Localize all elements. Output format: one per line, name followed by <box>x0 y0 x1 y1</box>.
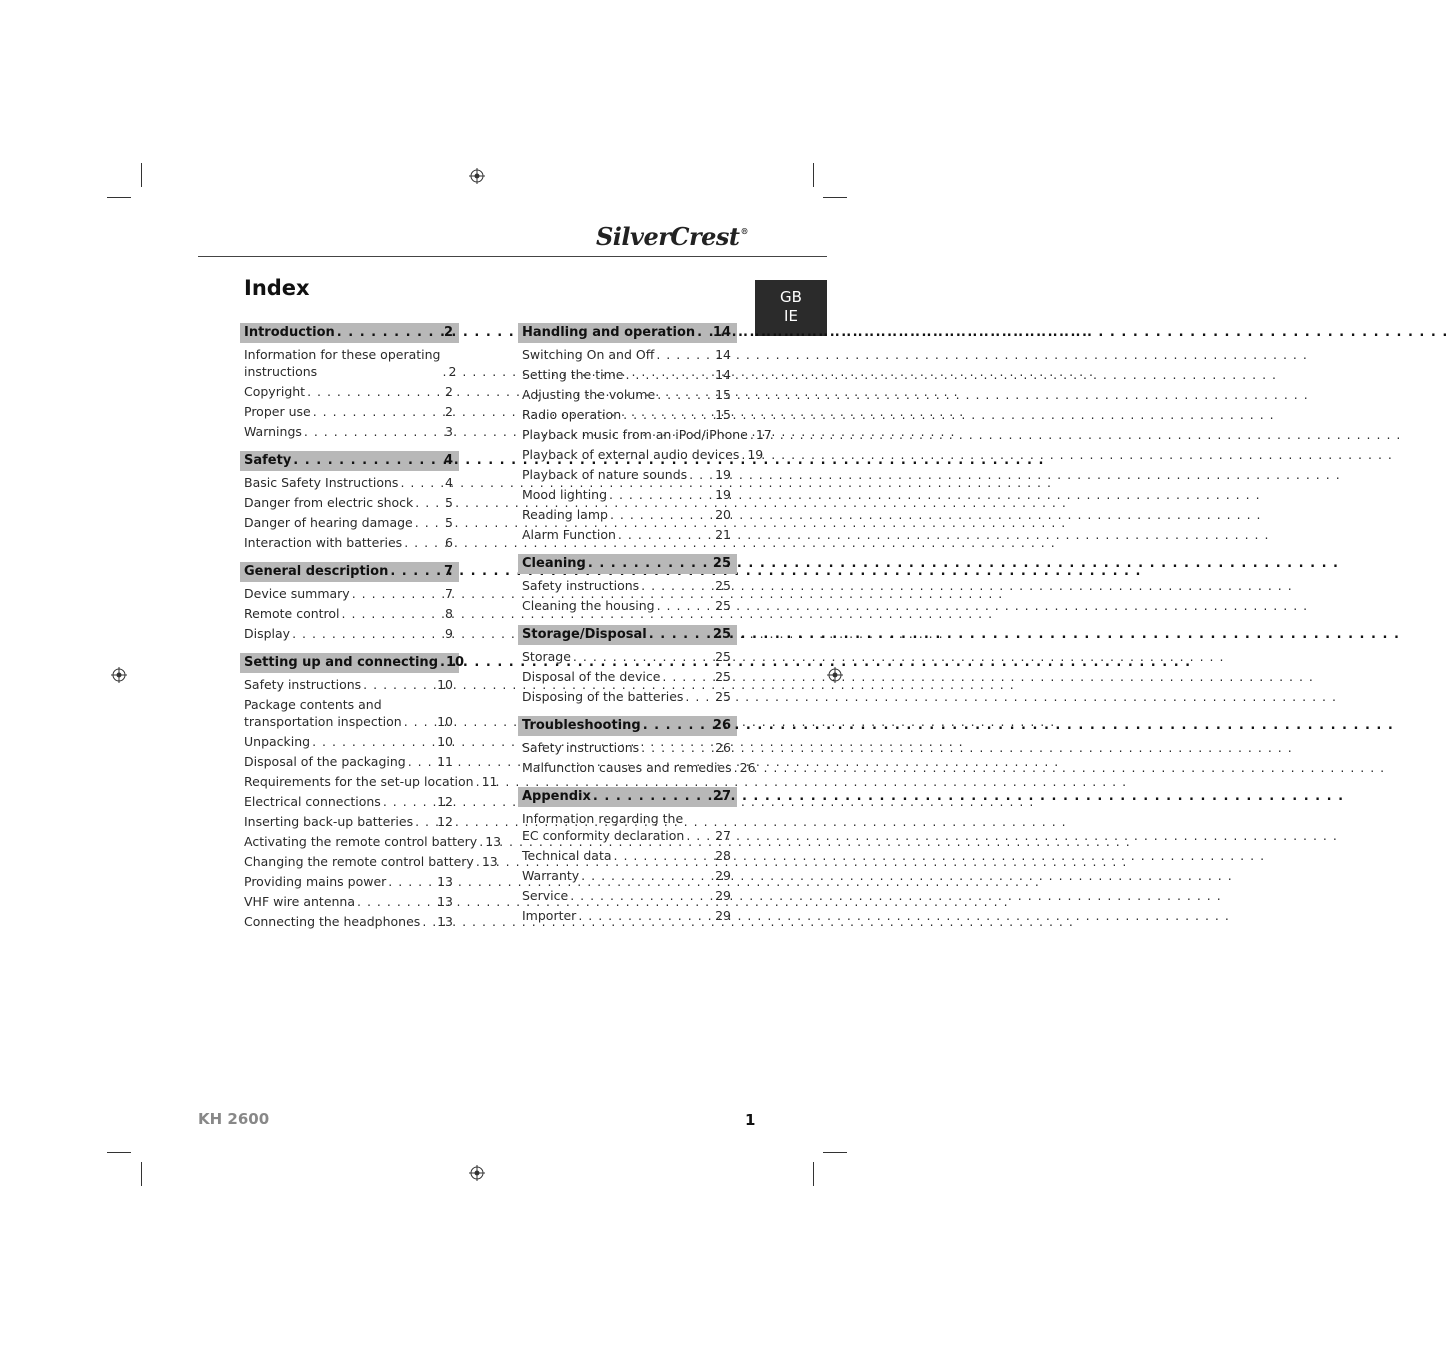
toc-section <box>240 653 502 932</box>
toc-entry[interactable] <box>240 832 502 852</box>
toc-entry-label: Device summary <box>244 586 350 601</box>
toc-entry[interactable] <box>240 422 459 442</box>
leader-dots <box>390 562 442 582</box>
leader-dots <box>570 887 713 904</box>
toc-entry-label: Service <box>522 888 569 903</box>
toc-heading-page: 25 <box>712 556 731 571</box>
toc-entry-label: Basic Safety Instructions <box>244 475 399 490</box>
toc-entry-page: 17 <box>755 427 772 442</box>
leader-dots <box>610 506 713 523</box>
toc-heading-label: Appendix <box>522 789 591 804</box>
toc-entry-label: Disposal of the device <box>522 669 661 684</box>
toc-entry-page: 14 <box>715 367 731 382</box>
toc-heading-page: 10 <box>446 655 465 670</box>
toc-entry[interactable] <box>518 866 737 886</box>
toc-entry-page: 10 <box>437 734 453 749</box>
toc-section-heading[interactable] <box>240 323 459 343</box>
toc-section-heading[interactable] <box>240 562 459 582</box>
toc-heading-label: General description <box>244 564 389 579</box>
toc-entry[interactable] <box>518 505 737 525</box>
toc-section-heading[interactable] <box>240 451 459 471</box>
toc-entry[interactable] <box>240 892 459 912</box>
toc-heading-page: 7 <box>443 564 453 579</box>
toc-entry-label: Changing the remote control battery <box>244 854 474 869</box>
leader-dots <box>588 554 711 574</box>
toc-entry[interactable] <box>518 647 737 667</box>
toc-entry-page: 19 <box>747 447 764 462</box>
leader-dots <box>734 759 738 776</box>
leader-dots <box>363 676 435 693</box>
toc-entry-page: 28 <box>715 848 731 863</box>
toc-entry-label: Technical data <box>522 848 612 863</box>
leader-dots <box>408 753 435 770</box>
leader-dots <box>357 893 435 910</box>
toc-heading-label: Troubleshooting <box>522 718 641 733</box>
toc-entry-page: 5 <box>445 495 453 510</box>
leader-dots <box>292 625 443 642</box>
toc-left-column <box>240 323 502 941</box>
toc-entry-label: VHF wire antenna <box>244 894 356 909</box>
toc-entry-label: Safety instructions <box>522 578 640 593</box>
leader-dots <box>342 605 444 622</box>
toc-entry-page: 12 <box>437 814 453 829</box>
toc-entry-label: Information regarding the EC conformity declaration <box>522 811 685 843</box>
leader-dots <box>662 668 713 685</box>
toc-entry[interactable] <box>240 402 459 422</box>
leader-dots <box>337 323 442 343</box>
toc-entry[interactable] <box>240 493 459 513</box>
toc-entry-label: Display <box>244 626 291 641</box>
header-rule <box>198 256 827 257</box>
toc-section <box>518 323 772 545</box>
toc-entry[interactable] <box>240 604 459 624</box>
registration-mark-icon <box>469 1165 485 1181</box>
brand-logo: SilverCrest® <box>595 222 748 251</box>
toc-entry-label: Importer <box>522 908 577 923</box>
toc-entry[interactable] <box>518 365 737 385</box>
toc-entry-label: Alarm Function <box>522 527 616 542</box>
toc-entry[interactable] <box>518 345 737 365</box>
registration-mark-icon <box>469 168 485 184</box>
toc-entry-page: 15 <box>715 407 731 422</box>
toc-entry-page: 10 <box>437 714 453 729</box>
model-number: KH 2600 <box>198 1110 270 1128</box>
toc-heading-label: Setting up and connecting <box>244 655 438 670</box>
toc-entry-label: Setting the time <box>522 367 624 382</box>
toc-entry[interactable] <box>240 772 498 792</box>
leader-dots <box>625 366 713 383</box>
leader-dots <box>312 733 435 750</box>
leader-dots <box>593 787 711 807</box>
toc-entry-label: Adjusting the volume <box>522 387 656 402</box>
toc-entry[interactable] <box>518 425 772 445</box>
crop-mark <box>823 1152 847 1153</box>
toc-entry[interactable] <box>240 912 459 932</box>
toc-entry-page: 29 <box>715 888 731 903</box>
toc-entry[interactable] <box>518 758 756 778</box>
toc-entry-label: Warnings <box>244 424 302 439</box>
leader-dots <box>614 847 714 864</box>
toc-entry-label: Danger of hearing damage <box>244 515 413 530</box>
leader-dots <box>415 514 443 531</box>
toc-entry[interactable] <box>518 405 737 425</box>
toc-entry-page: 2 <box>448 364 457 379</box>
toc-heading-page: 27 <box>712 789 731 804</box>
toc-entry-label: Storage <box>522 649 571 664</box>
toc-right-column <box>518 323 772 935</box>
leader-dots <box>609 486 713 503</box>
toc-entry-page: 13 <box>437 874 453 889</box>
page-title: Index <box>244 276 310 300</box>
toc-heading-label: Safety <box>244 453 292 468</box>
crop-mark <box>813 163 814 187</box>
leader-dots <box>657 386 713 403</box>
crop-mark <box>813 1162 814 1186</box>
toc-entry[interactable] <box>240 473 459 493</box>
toc-entry-page: 7 <box>445 586 453 601</box>
leader-dots <box>649 625 711 645</box>
language-code: GB <box>780 288 802 306</box>
toc-section-heading[interactable] <box>518 716 737 736</box>
leader-dots <box>383 793 435 810</box>
toc-entry-label: Playback of nature sounds <box>522 467 688 482</box>
toc-entry[interactable] <box>240 732 459 752</box>
toc-entry-label: Reading lamp <box>522 507 608 522</box>
toc-section-heading[interactable] <box>518 554 737 574</box>
toc-entry-label: Safety instructions <box>522 740 640 755</box>
toc-entry-label: Copyright <box>244 384 306 399</box>
toc-entry[interactable] <box>518 596 737 616</box>
toc-entry-page: 14 <box>715 347 731 362</box>
toc-section <box>240 562 459 644</box>
toc-section <box>518 625 737 707</box>
leader-dots <box>479 833 483 850</box>
toc-entry[interactable] <box>518 906 737 926</box>
toc-heading-label: Introduction <box>244 325 335 340</box>
leader-dots <box>404 534 443 551</box>
leader-dots <box>641 739 713 756</box>
toc-entry-label: Package contents and transportation inspection <box>244 697 402 729</box>
toc-entry[interactable] <box>240 584 459 604</box>
toc-entry-page: 10 <box>437 677 453 692</box>
leader-dots <box>573 648 713 665</box>
toc-entry-page: 29 <box>715 868 731 883</box>
leader-dots <box>689 466 713 483</box>
toc-entry[interactable] <box>518 846 737 866</box>
toc-entry-label: Playback of external audio devices <box>522 447 740 462</box>
toc-entry-page: 13 <box>481 854 498 869</box>
toc-entry-page: 11 <box>481 774 498 789</box>
toc-entry-page: 3 <box>445 424 453 439</box>
leader-dots <box>697 323 711 343</box>
toc-entry-label: Providing mains power <box>244 874 387 889</box>
toc-entry[interactable] <box>240 812 459 832</box>
toc-entry-label: Requirements for the set-up location <box>244 774 474 789</box>
leader-dots <box>293 451 442 471</box>
leader-dots <box>442 363 446 380</box>
toc-entry-label: Switching On and Off <box>522 347 655 362</box>
toc-entry-page: 20 <box>715 507 731 522</box>
toc-entry[interactable] <box>240 624 459 644</box>
registration-mark-icon <box>111 667 127 683</box>
toc-entry[interactable] <box>240 752 459 772</box>
toc-entry[interactable] <box>518 525 737 545</box>
toc-heading-label: Cleaning <box>522 556 586 571</box>
toc-entry[interactable] <box>518 667 737 687</box>
toc-entry-page: 21 <box>715 527 731 542</box>
leader-dots <box>643 716 711 736</box>
toc-entry[interactable] <box>240 872 459 892</box>
leader-dots <box>352 585 443 602</box>
toc-entry-label: Inserting back-up batteries <box>244 814 414 829</box>
toc-entry-page: 15 <box>715 387 731 402</box>
toc-entry-page: 13 <box>437 894 453 909</box>
toc-entry[interactable] <box>518 576 737 596</box>
toc-entry-label: Mood lighting <box>522 487 608 502</box>
leader-dots <box>686 827 713 844</box>
toc-section-heading[interactable] <box>518 323 737 343</box>
toc-section <box>240 323 459 442</box>
toc-entry[interactable] <box>518 445 764 465</box>
leader-dots <box>685 688 713 705</box>
toc-entry-label: Proper use <box>244 404 311 419</box>
toc-entry-page: 26 <box>739 760 756 775</box>
toc-heading-page: 26 <box>712 718 731 733</box>
page-number: 1 <box>745 1111 756 1129</box>
toc-section <box>518 554 737 616</box>
language-code: IE <box>784 307 798 325</box>
toc-entry-page: 25 <box>715 669 731 684</box>
toc-entry-label: Disposal of the packaging <box>244 754 406 769</box>
crop-mark <box>141 1162 142 1186</box>
leader-dots <box>476 853 480 870</box>
toc-entry-page: 26 <box>715 740 731 755</box>
toc-entry-page: 9 <box>445 626 453 641</box>
leader-dots <box>657 597 713 614</box>
toc-entry-page: 2 <box>445 404 453 419</box>
toc-entry[interactable] <box>518 465 737 485</box>
toc-entry[interactable] <box>240 382 459 402</box>
crop-mark <box>141 163 142 187</box>
toc-heading-page: 2 <box>443 325 453 340</box>
leader-dots <box>404 713 435 730</box>
toc-entry-label: Danger from electric shock <box>244 495 414 510</box>
leader-dots <box>641 577 713 594</box>
toc-entry[interactable] <box>240 792 459 812</box>
toc-heading-label: Handling and operation <box>522 325 696 340</box>
leader-dots <box>415 494 443 511</box>
toc-entry[interactable] <box>240 852 498 872</box>
toc-entry[interactable] <box>518 385 737 405</box>
toc-entry-label: Radio operation <box>522 407 622 422</box>
toc-entry-page: 27 <box>715 828 731 843</box>
leader-dots <box>476 773 480 790</box>
toc-entry-label: Information for these operating instructions <box>244 347 441 379</box>
toc-entry-page: 5 <box>445 515 453 530</box>
toc-entry[interactable] <box>518 809 737 846</box>
toc-entry[interactable] <box>518 738 737 758</box>
toc-entry-page: 8 <box>445 606 453 621</box>
toc-entry-page: 2 <box>445 384 453 399</box>
toc-entry-page: 19 <box>715 487 731 502</box>
toc-entry-label: Electrical connections <box>244 794 381 809</box>
leader-dots <box>741 446 745 463</box>
leader-dots <box>422 913 435 930</box>
crop-mark <box>107 197 131 198</box>
toc-entry[interactable] <box>518 886 737 906</box>
toc-entry-label: Interaction with batteries <box>244 535 403 550</box>
toc-entry-label: Unpacking <box>244 734 311 749</box>
toc-entry-label: Connecting the headphones <box>244 914 421 929</box>
toc-entry-page: 25 <box>715 598 731 613</box>
leader-dots <box>656 346 713 363</box>
toc-entry-page: 4 <box>445 475 453 490</box>
toc-entry-page: 13 <box>437 914 453 929</box>
leader-dots <box>440 653 444 673</box>
leader-dots <box>618 526 713 543</box>
toc-entry-page: 6 <box>445 535 453 550</box>
toc-entry[interactable] <box>518 687 737 707</box>
toc-entry[interactable] <box>240 675 459 695</box>
toc-section-heading[interactable] <box>518 787 737 807</box>
toc-entry-label: Safety instructions <box>244 677 362 692</box>
leader-dots <box>581 867 713 884</box>
leader-dots <box>415 813 435 830</box>
toc-entry-page: 13 <box>485 834 502 849</box>
toc-entry-label: Remote control <box>244 606 340 621</box>
toc-section <box>518 716 756 778</box>
toc-heading-page: 4 <box>443 453 453 468</box>
leader-dots <box>307 383 443 400</box>
toc-section <box>518 787 737 926</box>
toc-entry-page: 25 <box>715 689 731 704</box>
toc-entry[interactable] <box>240 513 459 533</box>
leader-dots <box>578 907 713 924</box>
toc-section <box>240 451 459 553</box>
toc-heading-page: 25 <box>712 627 731 642</box>
toc-entry-label: Disposing of the batteries <box>522 689 684 704</box>
toc-entry-page: 25 <box>715 649 731 664</box>
leader-dots <box>400 474 443 491</box>
toc-section-heading[interactable] <box>240 653 465 673</box>
toc-section-heading[interactable] <box>518 625 737 645</box>
toc-entry[interactable] <box>518 485 737 505</box>
toc-heading-page: 14 <box>712 325 731 340</box>
leader-dots <box>313 403 443 420</box>
leader-dots <box>623 406 713 423</box>
toc-entry-label: Cleaning the housing <box>522 598 655 613</box>
toc-entry[interactable] <box>240 533 459 553</box>
toc-entry-page: 11 <box>437 754 453 769</box>
leader-dots <box>388 873 435 890</box>
toc-entry-page: 19 <box>715 467 731 482</box>
toc-entry-label: Malfunction causes and remedies <box>522 760 732 775</box>
toc-entry-page: 29 <box>715 908 731 923</box>
crop-mark <box>107 1152 131 1153</box>
toc-entry-page: 12 <box>437 794 453 809</box>
leader-dots <box>750 426 754 443</box>
toc-entry-label: Activating the remote control battery <box>244 834 478 849</box>
toc-entry-label: Playback music from an iPod/iPhone <box>522 427 748 442</box>
crop-mark <box>823 197 847 198</box>
toc-entry[interactable] <box>240 345 459 382</box>
toc-entry-label: Warranty <box>522 868 580 883</box>
toc-entry[interactable] <box>240 695 459 732</box>
leader-dots <box>304 423 443 440</box>
toc-entry-page: 25 <box>715 578 731 593</box>
toc-heading-label: Storage/Disposal <box>522 627 647 642</box>
